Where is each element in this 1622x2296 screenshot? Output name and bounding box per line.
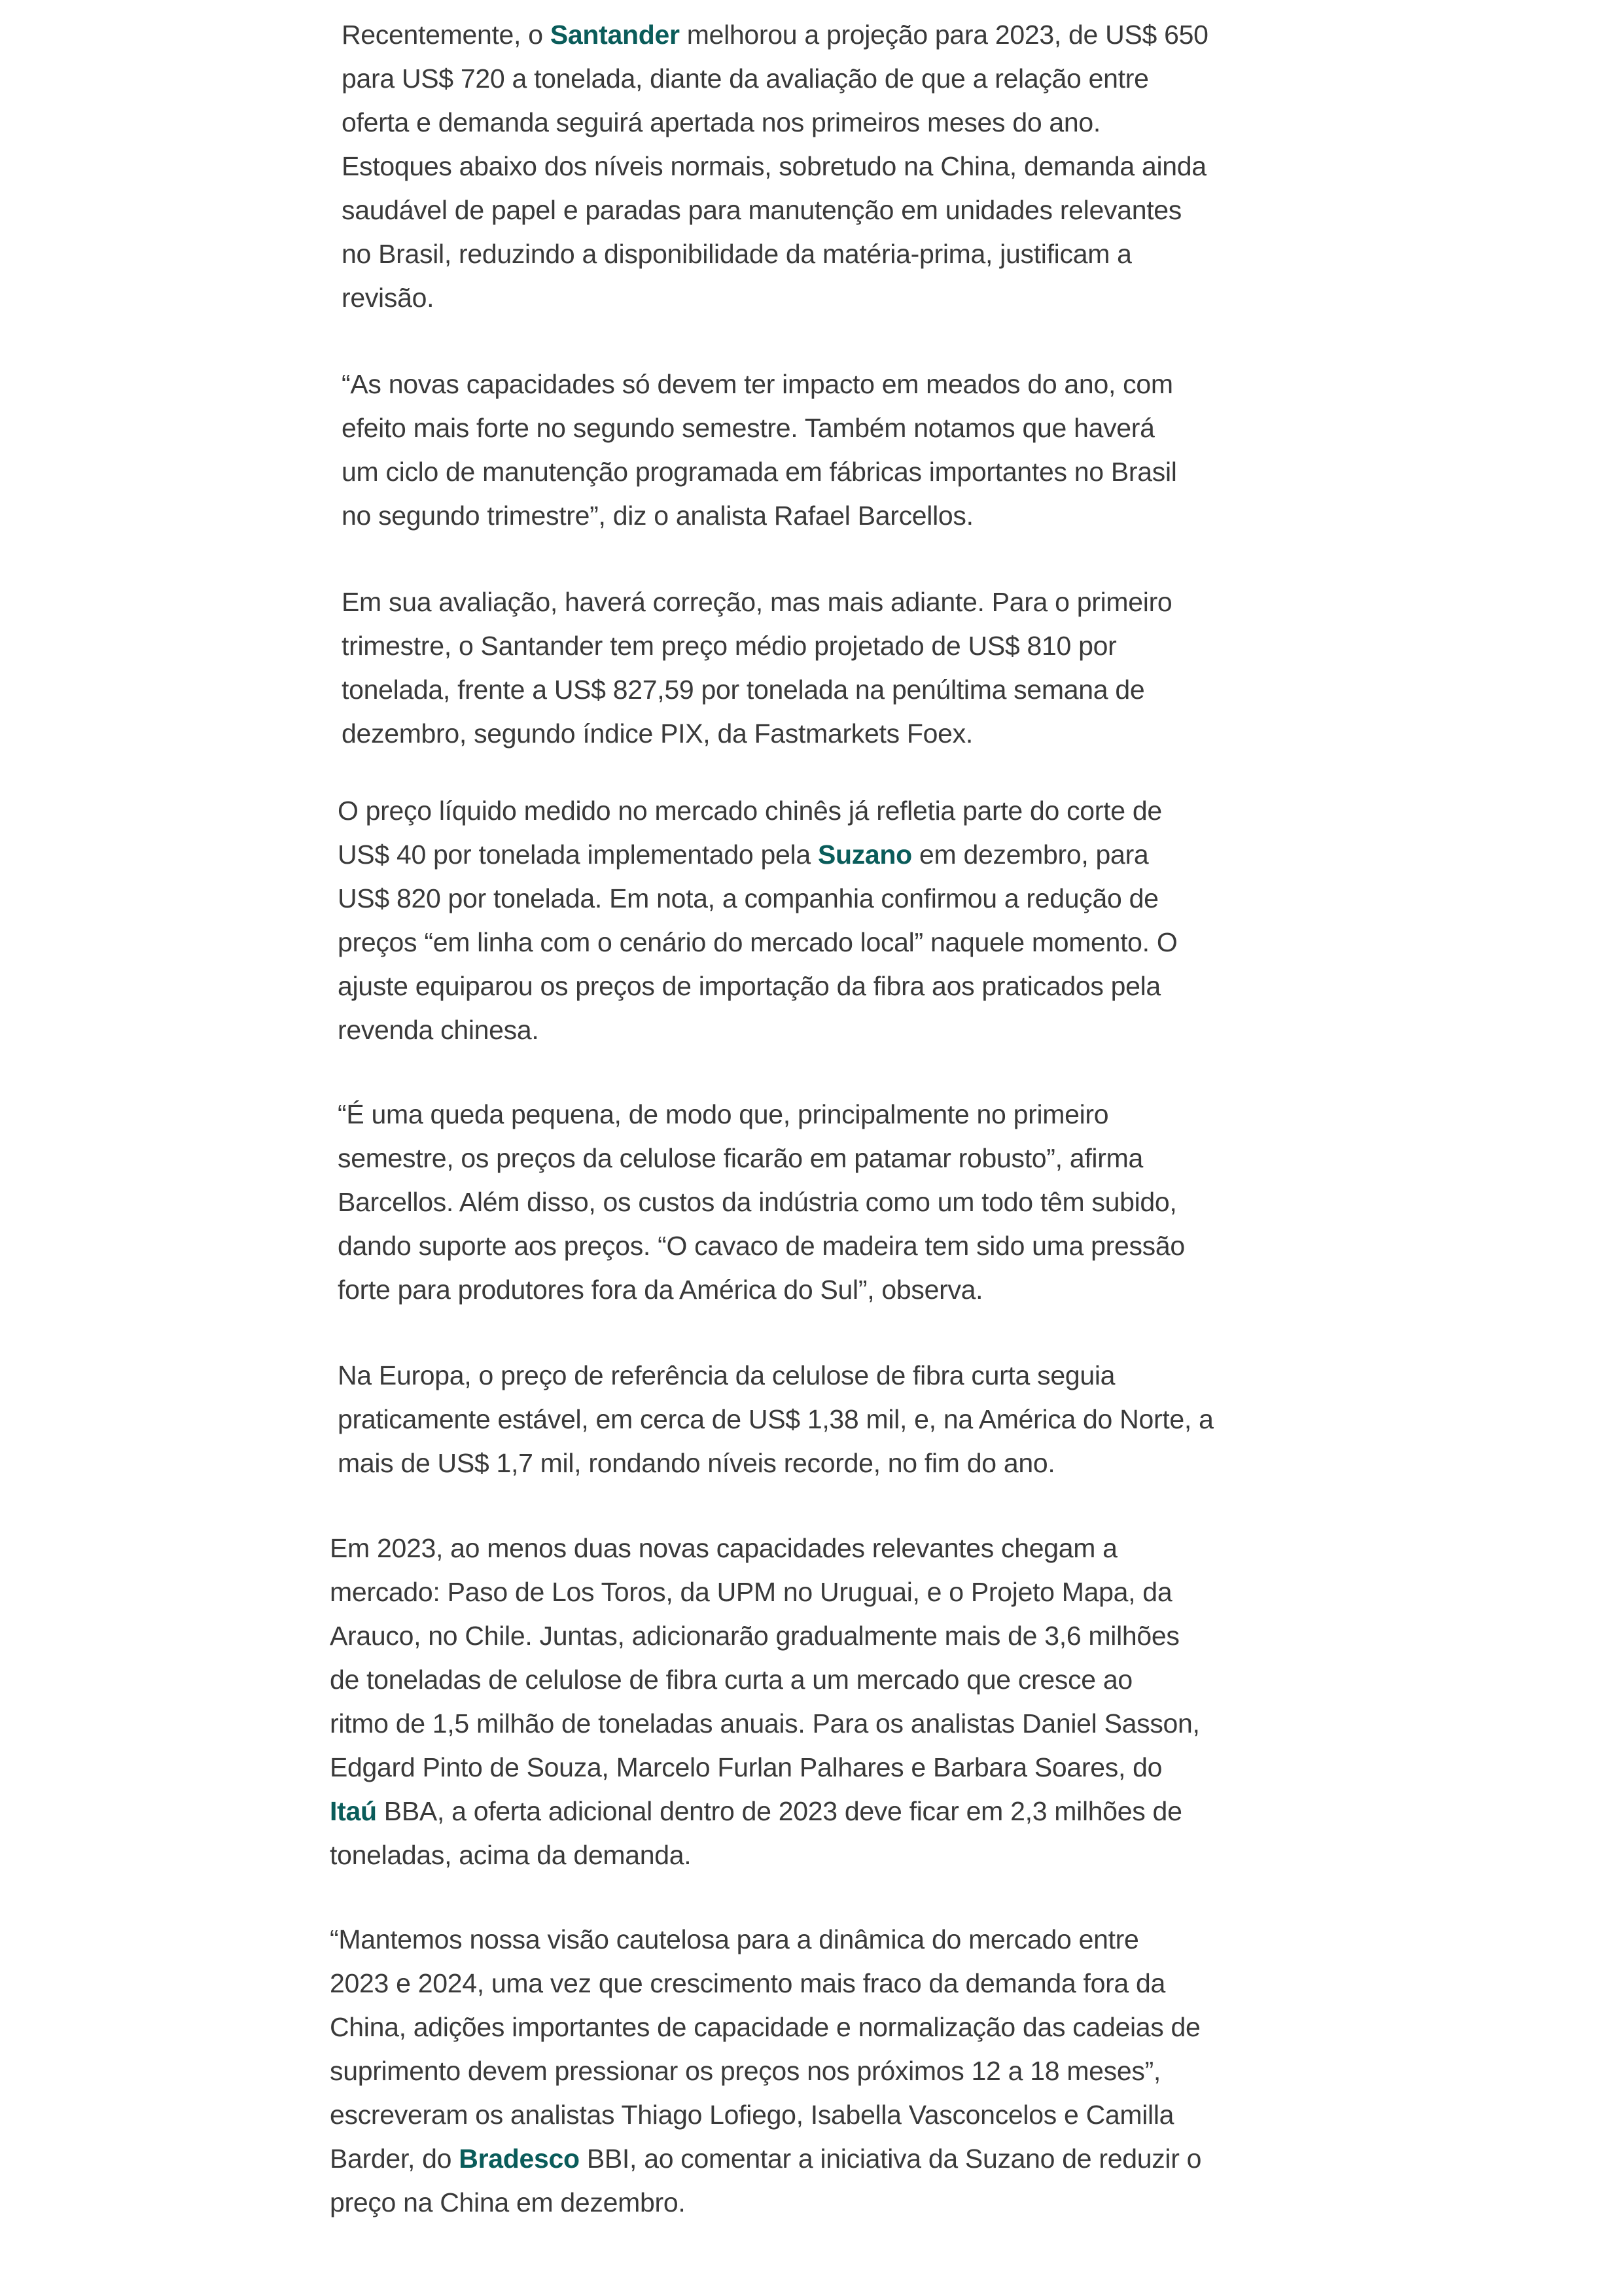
- paragraph-line: mais de US$ 1,7 mil, rondando níveis recorde, no fim do ano.: [338, 1448, 1055, 1478]
- company-link-itau[interactable]: Itaú: [330, 1796, 377, 1826]
- paragraph-line: “Mantemos nossa visão cautelosa para a dinâmica do mercado entre: [330, 1924, 1139, 1954]
- article-paragraph: [338, 1093, 1185, 1312]
- paragraph-line: Barder, do Bradesco BBI, ao comentar a iniciativa da Suzano de reduzir o: [330, 2144, 1202, 2174]
- paragraph-line: efeito mais forte no segundo semestre. Também notamos que haverá: [342, 413, 1155, 443]
- paragraph-line: Em 2023, ao menos duas novas capacidades relevantes chegam a: [330, 1533, 1118, 1563]
- article-paragraph: [338, 789, 1177, 1052]
- paragraph-line: Barcellos. Além disso, os custos da indústria como um todo têm subido,: [338, 1187, 1177, 1217]
- paragraph-line: Arauco, no Chile. Juntas, adicionarão gradualmente mais de 3,6 milhões: [330, 1621, 1180, 1651]
- article-paragraph: [330, 1527, 1200, 1877]
- article-paragraph: [342, 13, 1208, 320]
- paragraph-line: O preço líquido medido no mercado chinês já refletia parte do corte de: [338, 796, 1162, 826]
- paragraph-line: de toneladas de celulose de fibra curta a um mercado que cresce ao: [330, 1665, 1133, 1695]
- paragraph-line: China, adições importantes de capacidade e normalização das cadeias de: [330, 2012, 1201, 2042]
- paragraph-line: toneladas, acima da demanda.: [330, 1840, 692, 1870]
- paragraph-line: mercado: Paso de Los Toros, da UPM no Uruguai, e o Projeto Mapa, da: [330, 1577, 1172, 1607]
- article-paragraph: [330, 1918, 1201, 2225]
- paragraph-line: 2023 e 2024, uma vez que crescimento mais fraco da demanda fora da: [330, 1968, 1166, 1998]
- paragraph-line: para US$ 720 a tonelada, diante da avaliação de que a relação entre: [342, 63, 1149, 94]
- company-link-bradesco[interactable]: Bradesco: [459, 2144, 580, 2174]
- paragraph-line: suprimento devem pressionar os preços nos próximos 12 a 18 meses”,: [330, 2056, 1161, 2086]
- paragraph-line: escreveram os analistas Thiago Lofiego, Isabella Vasconcelos e Camilla: [330, 2100, 1174, 2130]
- paragraph-line: dezembro, segundo índice PIX, da Fastmarkets Foex.: [342, 718, 973, 749]
- paragraph-line: saudável de papel e paradas para manutenção em unidades relevantes: [342, 195, 1182, 225]
- paragraph-line: revisão.: [342, 283, 434, 313]
- paragraph-line: oferta e demanda seguirá apertada nos primeiros meses do ano.: [342, 107, 1101, 137]
- paragraph-line: praticamente estável, em cerca de US$ 1,38 mil, e, na América do Norte, a: [338, 1404, 1214, 1434]
- paragraph-line: no Brasil, reduzindo a disponibilidade da matéria-prima, justificam a: [342, 239, 1132, 269]
- paragraph-line: semestre, os preços da celulose ficarão em patamar robusto”, afirma: [338, 1143, 1143, 1173]
- paragraph-line: ajuste equiparou os preços de importação da fibra aos praticados pela: [338, 971, 1161, 1001]
- paragraph-line: Na Europa, o preço de referência da celulose de fibra curta seguia: [338, 1360, 1116, 1390]
- paragraph-line: trimestre, o Santander tem preço médio projetado de US$ 810 por: [342, 631, 1117, 661]
- paragraph-line: preços “em linha com o cenário do mercado local” naquele momento. O: [338, 927, 1178, 957]
- paragraph-line: Em sua avaliação, haverá correção, mas mais adiante. Para o primeiro: [342, 587, 1172, 617]
- paragraph-line: Recentemente, o Santander melhorou a projeção para 2023, de US$ 650: [342, 20, 1208, 50]
- paragraph-line: Edgard Pinto de Souza, Marcelo Furlan Palhares e Barbara Soares, do: [330, 1752, 1163, 1782]
- company-link-santander[interactable]: Santander: [550, 20, 680, 50]
- article-paragraph: [338, 1354, 1214, 1485]
- article-paragraph: [342, 580, 1172, 756]
- paragraph-line: Itaú BBA, a oferta adicional dentro de 2023 deve ficar em 2,3 milhões de: [330, 1796, 1182, 1826]
- paragraph-line: revenda chinesa.: [338, 1015, 539, 1045]
- paragraph-line: “As novas capacidades só devem ter impacto em meados do ano, com: [342, 369, 1173, 399]
- paragraph-line: forte para produtores fora da América do Sul”, observa.: [338, 1275, 983, 1305]
- paragraph-line: dando suporte aos preços. “O cavaco de madeira tem sido uma pressão: [338, 1231, 1185, 1261]
- paragraph-line: US$ 820 por tonelada. Em nota, a companhia confirmou a redução de: [338, 883, 1159, 913]
- paragraph-line: preço na China em dezembro.: [330, 2187, 686, 2217]
- paragraph-line: Estoques abaixo dos níveis normais, sobretudo na China, demanda ainda: [342, 151, 1207, 181]
- paragraph-line: ritmo de 1,5 milhão de toneladas anuais. Para os analistas Daniel Sasson,: [330, 1708, 1200, 1739]
- company-link-suzano[interactable]: Suzano: [817, 839, 912, 870]
- paragraph-line: no segundo trimestre”, diz o analista Rafael Barcellos.: [342, 501, 974, 531]
- paragraph-line: tonelada, frente a US$ 827,59 por tonelada na penúltima semana de: [342, 675, 1145, 705]
- article-paragraph: [342, 362, 1177, 538]
- paragraph-line: US$ 40 por tonelada implementado pela Suzano em dezembro, para: [338, 839, 1149, 870]
- paragraph-line: um ciclo de manutenção programada em fábricas importantes no Brasil: [342, 457, 1177, 487]
- paragraph-line: “É uma queda pequena, de modo que, principalmente no primeiro: [338, 1099, 1109, 1129]
